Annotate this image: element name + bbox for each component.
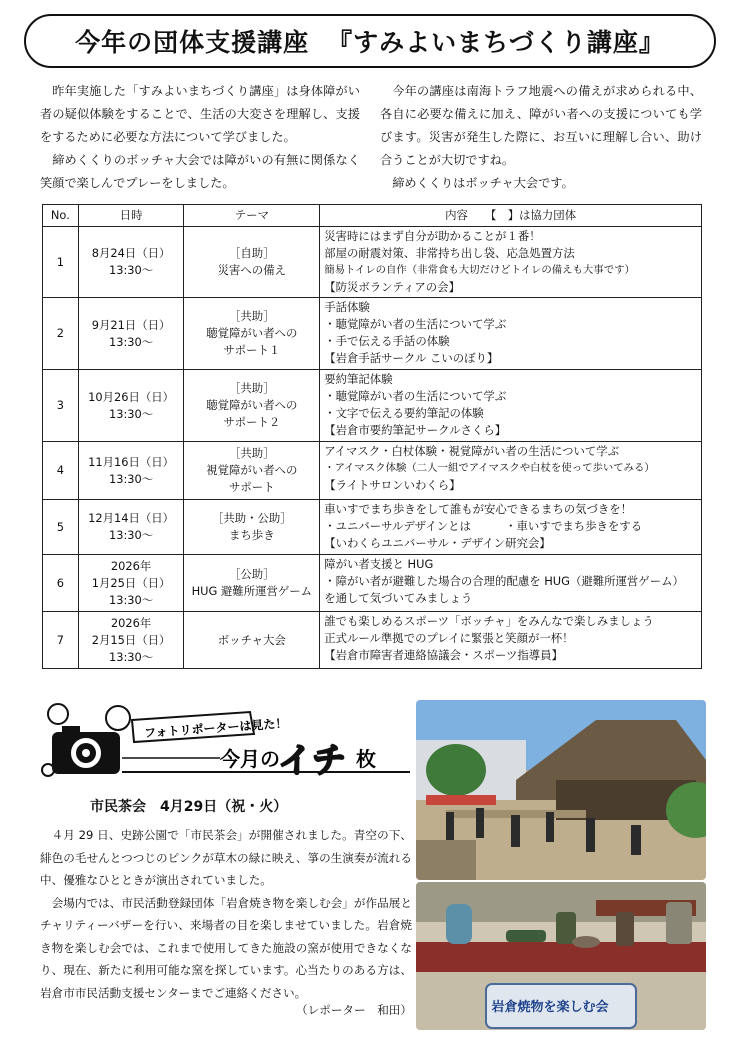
content-line: ・手で伝える手話の体験 <box>324 334 450 348</box>
row-no: 6 <box>43 555 79 612</box>
page-title-box <box>24 14 716 68</box>
page-subtitle: 『すみよいまちづくり講座』 <box>327 28 665 57</box>
intro-right-column <box>380 80 702 195</box>
date-text: 12月14日（日） <box>88 511 175 525</box>
theme-text: 災害への備え <box>217 263 286 277</box>
partner-org: 【岩倉手話サークル こいのぼり】 <box>324 351 499 365</box>
theme-category: ［共助］ <box>229 309 275 323</box>
content-line: 要約筆記体験 <box>324 372 393 386</box>
schedule-table <box>42 204 702 669</box>
date-text: 10月26日（日） <box>88 389 175 404</box>
intro-paragraph: 今年の講座は南海トラフ地震への備えが求められる中、各自に必要な備えに加え、障がい者への支援についても学びます。災害が発生した際に、お互いに理解し合い、助け合うことが大切ですね。 <box>380 84 702 167</box>
tea-ceremony-photo <box>416 700 706 880</box>
theme-category: ［共助・公助］ <box>211 511 292 525</box>
content-line: 正式ルール準拠でのプレイに緊張と笑顔が一杯！ <box>324 631 574 645</box>
article-paragraph: ４月 29 日、史跡公園で「市民茶会」が開催されました。青空の下、緋色の毛せんとつつじのピンクが草木の緑に映え、箏の生演奏が流れる中、優雅なひとときが演出されていました。 <box>40 828 412 887</box>
row-no: 5 <box>43 500 79 555</box>
content-line: 部屋の耐震対策、非常持ち出し袋、応急処置方法 <box>324 246 575 260</box>
content-line: 簡易トイレの自作（非常食も大切だけどトイレの備えも大事です） <box>324 264 635 276</box>
content-line: ・ユニバーサルデザインとは ・車いすでまち歩きをする <box>324 519 643 533</box>
content-line: ・文字で伝える要約筆記の体験 <box>324 406 484 420</box>
time-text: 13:30～ <box>108 334 154 349</box>
row-content <box>320 370 702 442</box>
row-date <box>78 612 184 669</box>
row-content <box>320 500 702 555</box>
row-theme <box>184 555 320 612</box>
header-theme: テーマ <box>184 205 320 227</box>
event-title: 市民茶会 4月29日（祝・火） <box>90 799 288 815</box>
reporter-credit: （レポーター 和田） <box>296 1003 412 1017</box>
row-date <box>78 500 184 555</box>
theme-category: ［共助］ <box>229 446 275 460</box>
content-line: 車いすでまち歩きをして誰もが安心できるまちの気づきを！ <box>324 502 633 516</box>
table-row <box>43 612 702 669</box>
row-content <box>320 555 702 612</box>
partner-org: 【防災ボランティアの会】 <box>324 280 460 294</box>
row-theme <box>184 500 320 555</box>
date-text: 9月21日（日） <box>91 317 171 332</box>
row-theme <box>184 298 320 370</box>
date-text: 2月15日（日） <box>91 632 171 647</box>
content-line: 災害時にはまず自分が助かることが１番！ <box>324 229 541 243</box>
row-theme <box>184 442 320 500</box>
intro-paragraph: 締めくくりはボッチャ大会です。 <box>392 176 574 190</box>
article-body <box>40 824 412 1004</box>
logo-title-prefix: 今月の <box>220 747 280 771</box>
header-no: No. <box>43 205 79 227</box>
content-line: ・障がい者が避難した場合の合理的配慮を HUG（避難所運営ゲーム） <box>324 574 684 588</box>
content-line: アイマスク・白杖体験・視覚障がい者の生活について学ぶ <box>324 444 620 458</box>
date-text: 11月16日（日） <box>88 454 175 469</box>
content-line: ・聴覚障がい者の生活について学ぶ <box>324 389 507 403</box>
theme-text: 聴覚障がい者への <box>206 326 298 340</box>
partner-org: 【岩倉市障害者連絡協議会・スポーツ指導員】 <box>324 648 563 662</box>
row-theme <box>184 227 320 298</box>
row-date <box>78 227 184 298</box>
time-text: 13:30～ <box>108 471 154 486</box>
header-content: 内容 【 】は協力団体 <box>320 205 702 227</box>
row-date <box>78 442 184 500</box>
theme-text: HUG 避難所運営ゲーム <box>191 584 313 598</box>
reporter-logo <box>40 700 412 792</box>
camera-icon <box>52 726 120 774</box>
content-line: 誰でも楽しめるスポーツ「ボッチャ」をみんなで楽しみましょう <box>324 614 654 628</box>
table-row <box>43 500 702 555</box>
camera-logo-graphic <box>40 700 412 792</box>
theme-text: 聴覚障がい者への <box>206 398 298 412</box>
partner-org: 【いわくらユニバーサル・デザイン研究会】 <box>324 536 551 550</box>
theme-text: サポート１ <box>223 343 281 357</box>
theme-text: まち歩き <box>229 528 275 542</box>
row-content <box>320 612 702 669</box>
year-text: 2026年 <box>110 615 152 630</box>
row-content <box>320 298 702 370</box>
page-title: 今年の団体支援講座 <box>75 28 310 57</box>
photo-sign-text: 岩倉焼物を楽しむ会 <box>491 1000 609 1015</box>
time-text: 13:30～ <box>108 649 154 664</box>
row-no: 4 <box>43 442 79 500</box>
date-text: 1月25日（日） <box>91 575 171 590</box>
row-date <box>78 298 184 370</box>
theme-category: ［共助］ <box>229 381 275 395</box>
logo-title-main: イチ <box>278 741 346 781</box>
theme-text: 視覚障がい者への <box>206 463 298 477</box>
row-no: 3 <box>43 370 79 442</box>
intro-paragraph: 締めくくりのボッチャ大会では障がいの有無に関係なく笑顔で楽しんでプレーをしました。 <box>40 153 360 190</box>
row-content <box>320 227 702 298</box>
theme-text: サポート <box>229 480 275 494</box>
row-content <box>320 442 702 500</box>
time-text: 13:30～ <box>108 406 154 421</box>
theme-text: ボッチャ大会 <box>217 632 286 647</box>
theme-text: サポート２ <box>223 415 281 429</box>
intro-paragraph: 昨年実施した「すみよいまちづくり講座」は身体障がい者の疑似体験をすることで、生活の大変さを理解し、支援をするために必要な方法について学びました。 <box>40 84 360 144</box>
row-no: 7 <box>43 612 79 669</box>
table-header-row <box>43 205 702 227</box>
time-text: 13:30～ <box>108 263 154 277</box>
partner-org: 【岩倉市要約筆記サークルさくら】 <box>324 423 507 437</box>
year-text: 2026年 <box>110 558 152 573</box>
content-line: ・アイマスク体験（二人一組でアイマスクや白杖を使って歩いてみる） <box>324 462 655 474</box>
table-row <box>43 555 702 612</box>
content-line: を通して気づいてみましょう <box>324 591 473 605</box>
date-text: 8月24日（日） <box>91 246 171 260</box>
partner-org: 【ライトサロンいわくら】 <box>324 478 461 492</box>
theme-category: ［公助］ <box>229 567 275 581</box>
table-row <box>43 227 702 298</box>
row-theme <box>184 370 320 442</box>
content-line: ・聴覚障がい者の生活について学ぶ <box>324 317 507 331</box>
row-date <box>78 555 184 612</box>
article-paragraph: 会場内では、市民活動登録団体「岩倉焼き物を楽しむ会」が作品展とチャリティーバザーを行い、来場者の目を楽しませていました。岩倉焼き物を楽しむ会では、これまで使用してきた施設の窯が使用できなくなり、現在、新たに利用可能な窯を探しています。心当たりのある方は、岩倉市市民活動支援センターまでご連絡ください。 <box>40 895 412 1000</box>
time-text: 13:30～ <box>108 528 154 542</box>
content-line: 手話体験 <box>324 300 370 314</box>
time-text: 13:30～ <box>108 592 154 607</box>
row-theme <box>184 612 320 669</box>
logo-banner-text: フォトリポーターは見た！ <box>143 716 288 741</box>
content-line: 障がい者支援と HUG <box>324 557 434 571</box>
table-row <box>43 370 702 442</box>
row-no: 2 <box>43 298 79 370</box>
logo-title-suffix: 枚 <box>356 747 376 771</box>
table-row <box>43 298 702 370</box>
table-row <box>43 442 702 500</box>
theme-category: ［自助］ <box>229 246 275 260</box>
row-no: 1 <box>43 227 79 298</box>
row-date <box>78 370 184 442</box>
header-date: 日時 <box>78 205 184 227</box>
intro-left-column <box>40 80 360 195</box>
